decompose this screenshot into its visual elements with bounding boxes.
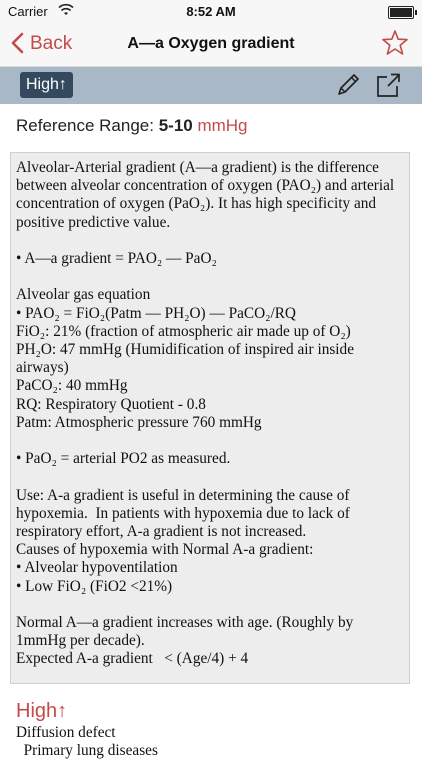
reference-unit: mmHg	[192, 116, 248, 135]
list-item: Primary lung diseases	[16, 742, 158, 759]
high-section-title: High↑	[16, 700, 68, 722]
carrier-label: Carrier	[8, 4, 48, 19]
high-causes-list	[16, 724, 158, 760]
battery-icon	[388, 6, 414, 19]
star-icon[interactable]	[380, 28, 410, 58]
share-icon[interactable]	[374, 71, 402, 99]
page-title: A—a Oxygen gradient	[127, 35, 295, 52]
navigation-bar	[0, 24, 422, 67]
status-bar	[0, 0, 422, 24]
reference-value: 5-10	[158, 116, 193, 135]
high-badge[interactable]: High↑	[20, 72, 73, 98]
reference-range	[16, 116, 248, 136]
pencil-icon[interactable]	[334, 71, 362, 99]
list-item: Diffusion defect	[16, 724, 116, 741]
reference-label: Reference Range:	[16, 116, 159, 135]
clock: 8:52 AM	[186, 4, 236, 19]
toolbar	[0, 67, 422, 104]
back-label: Back	[30, 33, 73, 54]
description-panel: Alveolar-Arterial gradient (A—a gradient) is the difference between alveolar concentration of oxygen (PAO₂) and arterial concentration of oxygen (PaO₂). It has high specificity and positive predictive value. • A—a gradient = PAO₂ — PaO₂ Alveolar gas equation • PAO₂ = FiO₂(Patm — PH₂O) — PaCO₂/RQ FiO₂: 21% (fraction of atmospheric air made up of O₂) PH₂O: 47 mmHg (Humidification of inspired air inside airways) PaCO₂: 40 mmHg RQ: Respiratory Quotient - 0.8 Patm: Atmospheric pressure 760 mmHg • PaO₂ = arterial PO2 as measured. Use: A-a gradient is useful in determining the cause of hypoxemia. In patients with hypoxemia due to lack of respiratory effort, A-a gradient is not increased. Causes of hypoxemia with Normal A-a gradient: • Alveolar hypoventilation • Low FiO₂ (FiO2 <21%) Normal A—a gradient increases with age. (Roughly by 1mmHg per decade). Expected A-a gradient < (Age/4) + 4	[10, 152, 410, 684]
